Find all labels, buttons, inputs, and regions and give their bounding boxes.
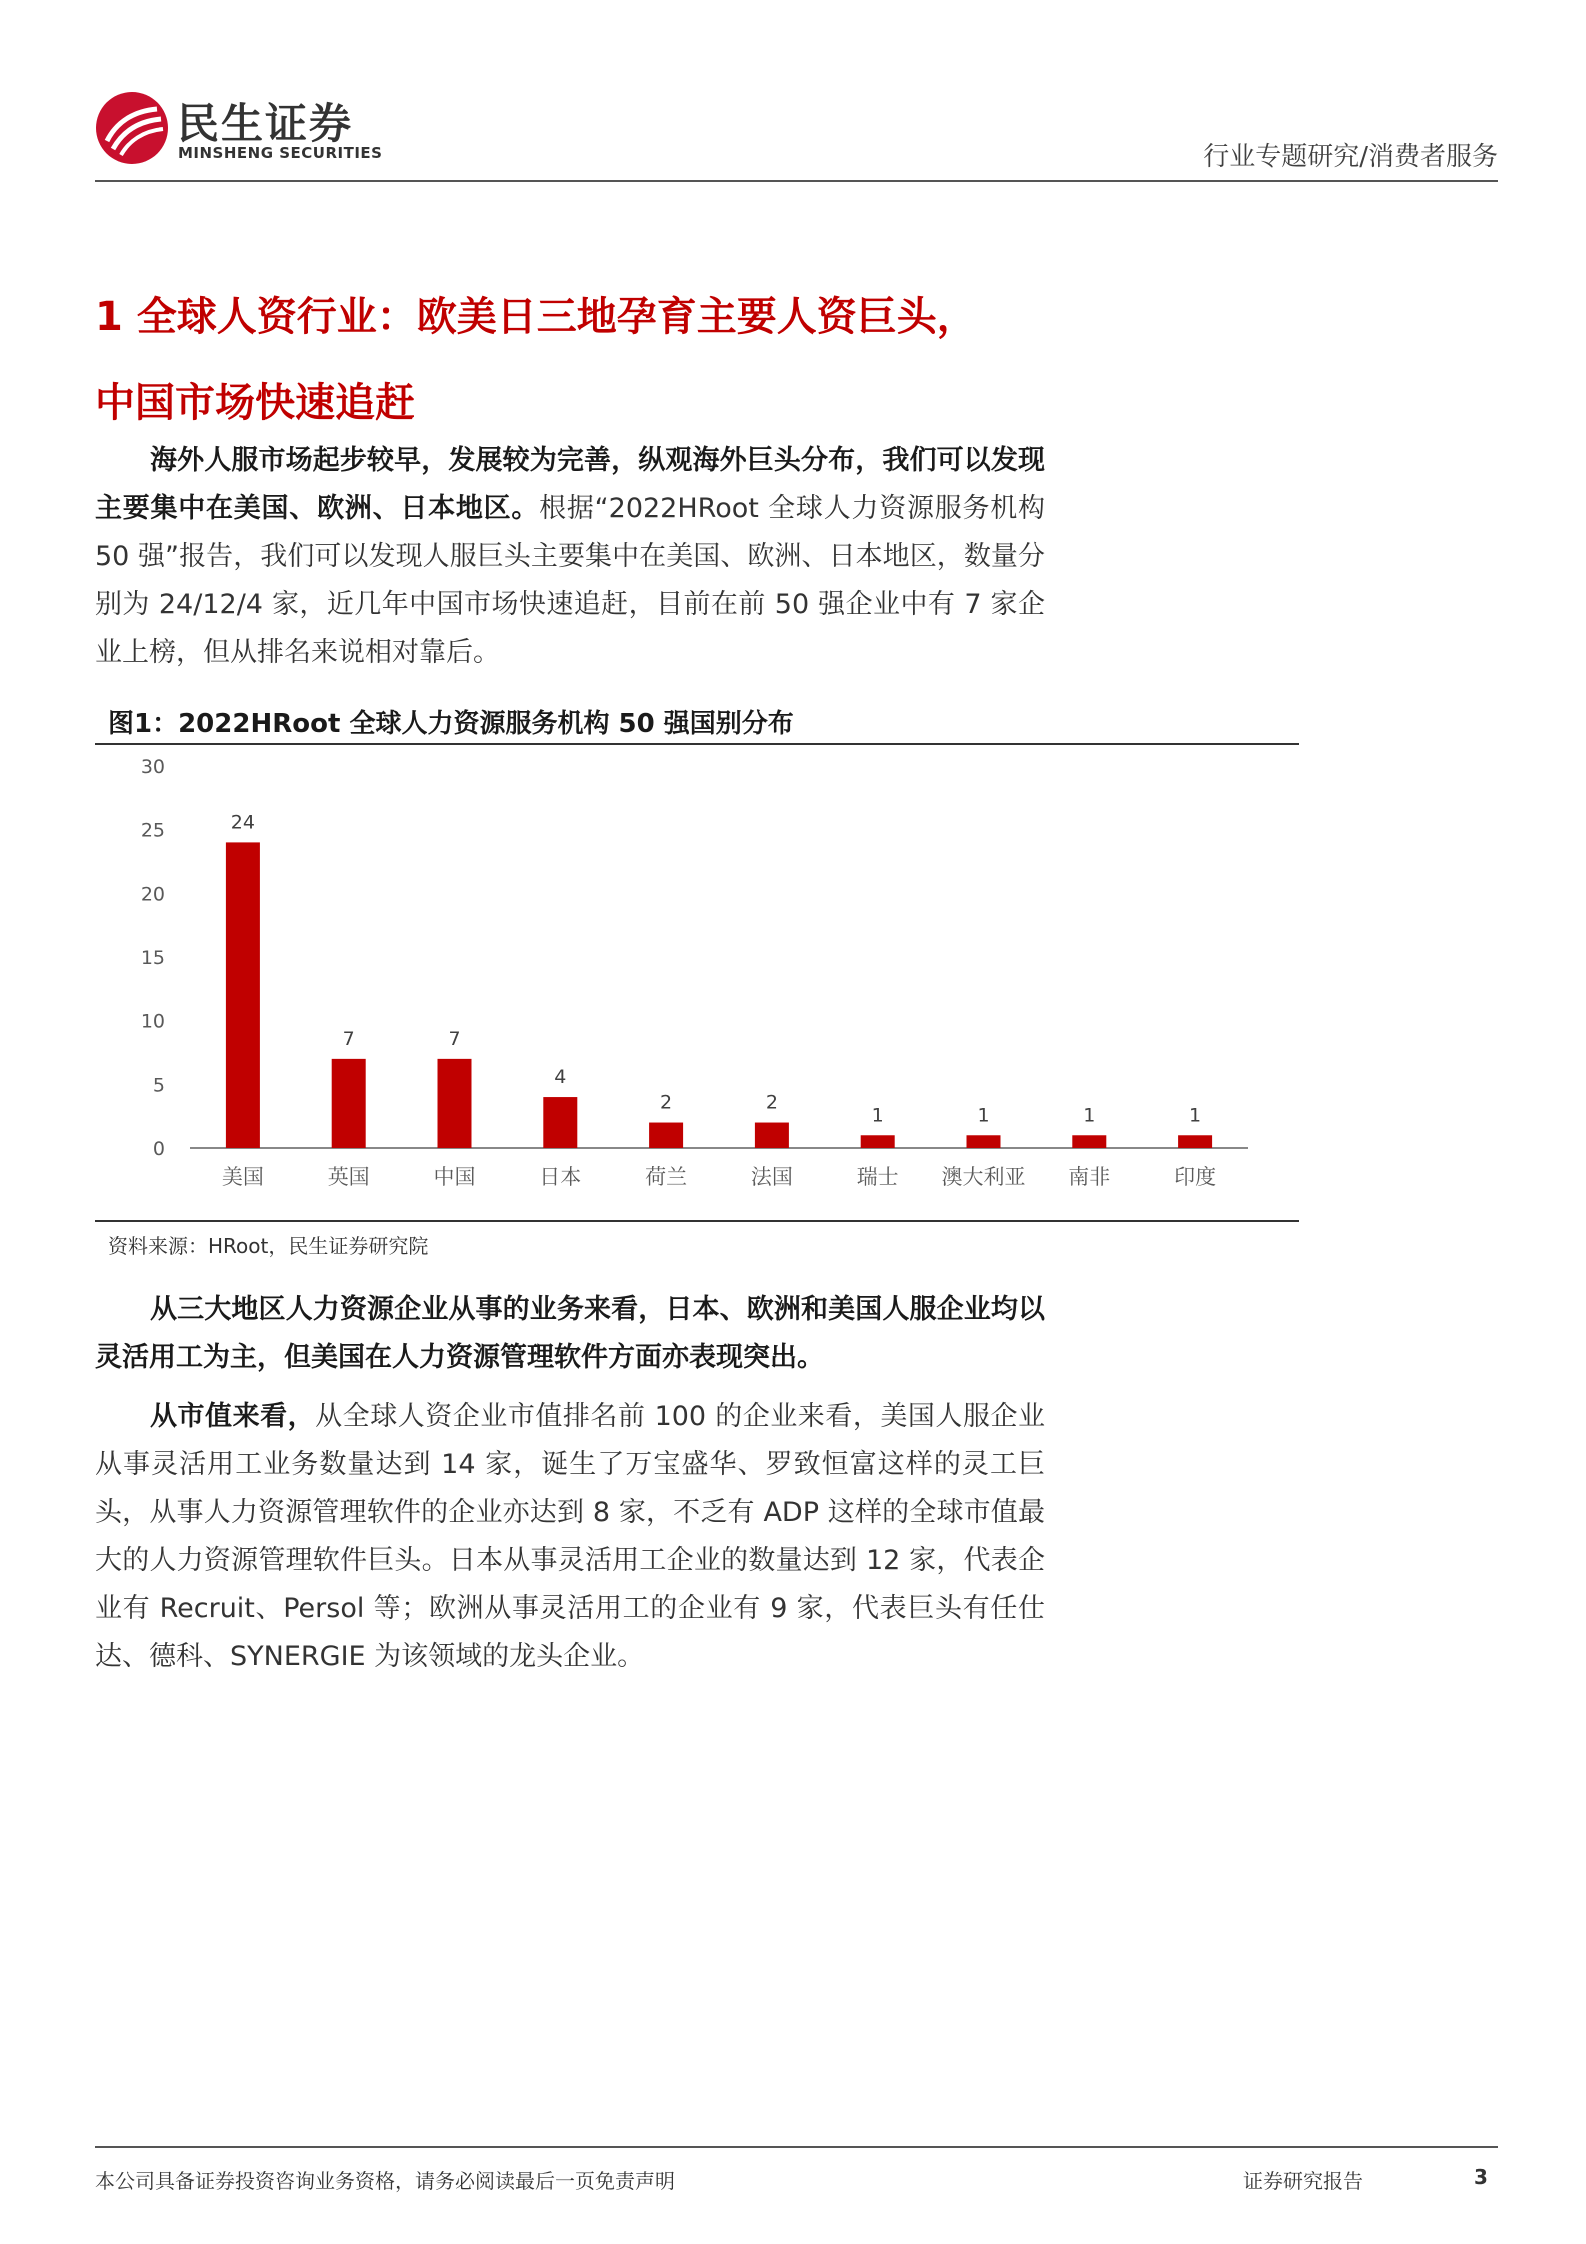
y-tick-label: 10 bbox=[140, 1010, 165, 1033]
bar bbox=[967, 1135, 1001, 1148]
logo-english-name: MINSHENG SECURITIES bbox=[178, 144, 383, 162]
data-label: 1 bbox=[1083, 1104, 1096, 1127]
bar bbox=[649, 1123, 683, 1148]
paragraph-3-bold: 从市值来看， bbox=[150, 1401, 316, 1432]
figure-title: 图1：2022HRoot 全球人力资源服务机构 50 强国别分布 bbox=[108, 709, 794, 739]
paragraph-1-bold: 海外人服市场起步较早，发展较为完善，纵观海外巨头分布，我们可以发现主要集中在美国、欧洲、日本地区。 bbox=[95, 445, 1045, 524]
footer-divider bbox=[95, 2146, 1498, 2148]
paragraph-3-text: 从全球人资企业市值排名前 100 的企业来看，美国人服企业从事灵活用工业务数量达到 14 家，诞生了万宝盛华、罗致恒富这样的灵工巨头，从事人力资源管理软件的企业亦达到 8 家，不乏有 ADP 这样的全球市值最大的人力资源管理软件巨头。日本从事灵活用工企业的数量达到 12 家，代表企业有 Recruit、Persol 等；欧洲从事灵活用工的企业有 9 家，代表巨头有任仕达、德科、SYNERGIE 为该领域的龙头企业。 bbox=[95, 1401, 1045, 1672]
bar bbox=[1072, 1135, 1106, 1148]
x-tick-label: 日本 bbox=[539, 1165, 582, 1189]
paragraph-market-cap bbox=[95, 1393, 1045, 1681]
header-divider bbox=[95, 180, 1498, 182]
section-title-line-2: 中国市场快速追赶 bbox=[95, 380, 415, 426]
data-label: 24 bbox=[230, 811, 255, 834]
footer-report-type: 证券研究报告 bbox=[1243, 2169, 1363, 2193]
data-label: 7 bbox=[448, 1027, 461, 1050]
bar bbox=[861, 1135, 895, 1148]
bar bbox=[755, 1123, 789, 1148]
data-label: 4 bbox=[554, 1066, 567, 1089]
section-title bbox=[95, 274, 1095, 446]
x-tick-label: 澳大利亚 bbox=[941, 1165, 1026, 1189]
x-tick-label: 中国 bbox=[433, 1165, 476, 1189]
company-logo bbox=[95, 91, 395, 171]
y-tick-label: 0 bbox=[152, 1138, 165, 1160]
paragraph-2-bold: 从三大地区人力资源企业从事的业务来看，日本、欧洲和美国人服企业均以灵活用工为主，但美国在人力资源管理软件方面亦表现突出。 bbox=[95, 1294, 1045, 1373]
x-tick-label: 荷兰 bbox=[645, 1165, 688, 1189]
data-label: 1 bbox=[977, 1104, 990, 1127]
figure-bottom-rule bbox=[95, 1220, 1299, 1222]
data-label: 1 bbox=[1189, 1104, 1202, 1127]
data-label: 7 bbox=[342, 1027, 355, 1050]
logo-chinese-name: 民生证券 bbox=[177, 99, 354, 148]
y-tick-label: 30 bbox=[140, 756, 165, 778]
y-tick-label: 25 bbox=[140, 819, 165, 842]
y-tick-label: 15 bbox=[140, 947, 165, 969]
x-tick-label: 印度 bbox=[1174, 1165, 1217, 1189]
y-tick-label: 5 bbox=[152, 1074, 165, 1097]
section-title-line-1: 1 全球人资行业：欧美日三地孕育主要人资巨头， bbox=[95, 294, 977, 340]
minsheng-logo-icon bbox=[95, 91, 169, 165]
paragraph-business-focus bbox=[95, 1286, 1045, 1382]
data-label: 2 bbox=[660, 1091, 673, 1114]
y-tick-label: 20 bbox=[140, 883, 165, 906]
bar bbox=[543, 1097, 577, 1148]
page-number: 3 bbox=[1474, 2165, 1488, 2189]
bar bbox=[226, 842, 260, 1148]
paragraph-1-text: 根据“2022HRoot 全球人力资源服务机构 50 强”报告，我们可以发现人服巨头主要集中在美国、欧洲、日本地区，数量分别为 24/12/4 家，近几年中国市场快速追赶，目前在前 50 强企业中有 7 家企业上榜，但从排名来说相对靠后。 bbox=[95, 493, 1045, 668]
bar bbox=[332, 1059, 366, 1148]
x-tick-label: 南非 bbox=[1068, 1165, 1111, 1189]
report-category: 行业专题研究/消费者服务 bbox=[1203, 142, 1498, 172]
x-tick-label: 美国 bbox=[221, 1165, 264, 1189]
bar bbox=[1178, 1135, 1212, 1148]
x-tick-label: 瑞士 bbox=[856, 1165, 899, 1189]
bar-chart bbox=[95, 745, 1299, 1220]
x-tick-label: 英国 bbox=[327, 1165, 370, 1189]
x-tick-label: 法国 bbox=[750, 1165, 793, 1189]
bar bbox=[438, 1059, 472, 1148]
data-label: 1 bbox=[871, 1104, 884, 1127]
figure-source: 资料来源：HRoot，民生证券研究院 bbox=[108, 1234, 429, 1258]
data-label: 2 bbox=[765, 1091, 778, 1114]
paragraph-overseas-market bbox=[95, 437, 1045, 677]
footer-disclaimer: 本公司具备证券投资咨询业务资格，请务必阅读最后一页免责声明 bbox=[95, 2169, 675, 2193]
